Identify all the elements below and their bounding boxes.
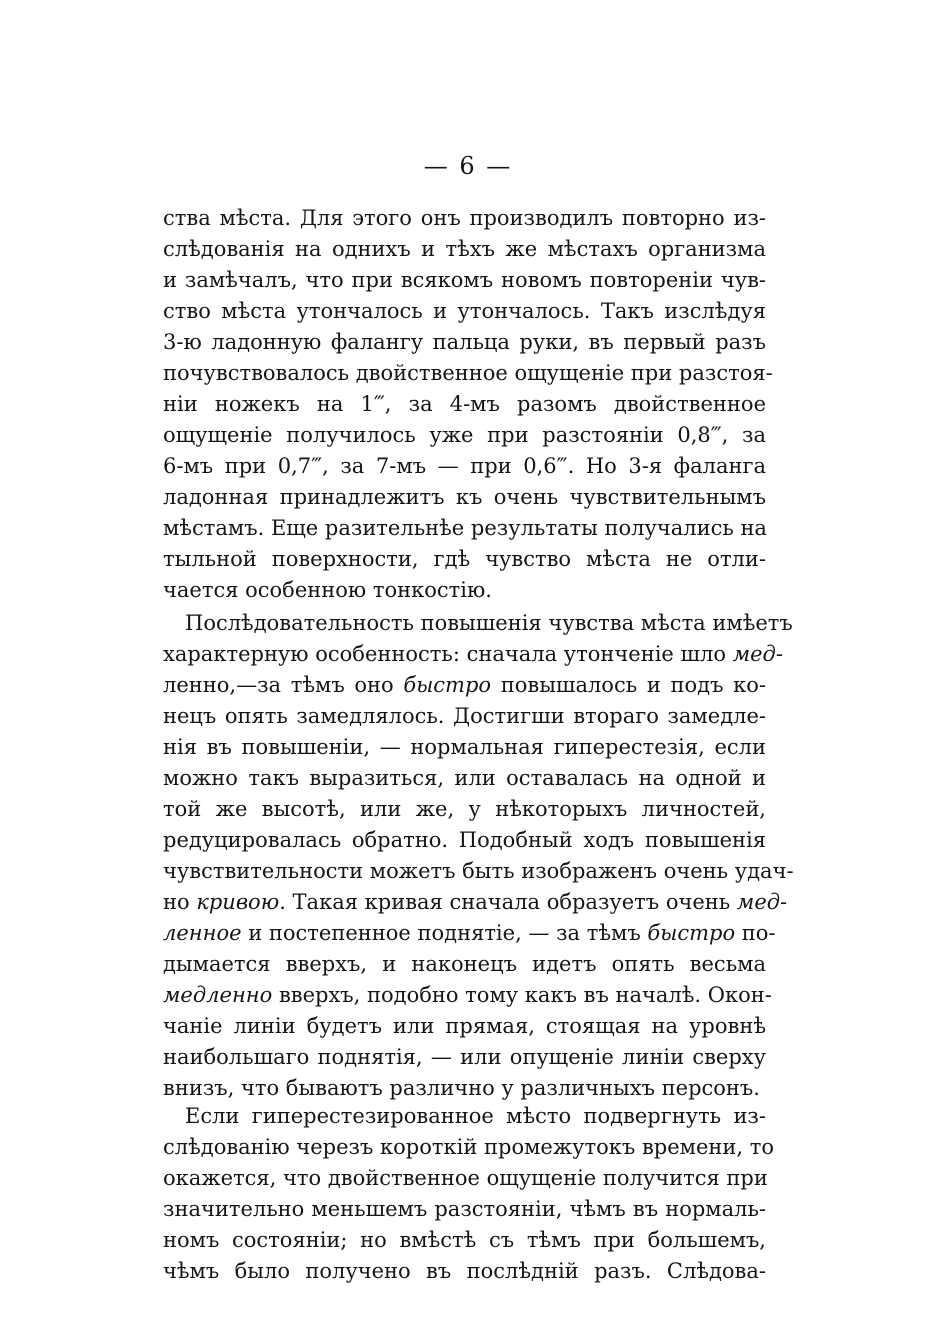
text-line: номъ состояніи; но вмѣстѣ съ тѣмъ при большемъ,: [163, 1228, 766, 1252]
text-line: слѣдованію черезъ короткій промежутокъ времени, то: [163, 1135, 775, 1159]
text-line: ленное и постепенное поднятіе, — за тѣмъ быстро по-: [163, 921, 776, 945]
text-line: слѣдованія на однихъ и тѣхъ же мѣстахъ организма: [163, 237, 766, 261]
text-line: и замѣчалъ, что при всякомъ новомъ повтореніи чув-: [163, 268, 766, 292]
text-line: 3-ю ладонную фалангу пальца руки, въ первый разъ: [163, 330, 766, 354]
text-line: характерную особенность: сначала утонченіе шло мед-: [163, 642, 783, 666]
text-line: той же высотѣ, или же, у нѣкоторыхъ личностей,: [163, 797, 766, 821]
text-line: ство мѣста утончалось и утончалось. Такъ изслѣдуя: [163, 299, 766, 323]
text-line: редуцировалась обратно. Подобный ходъ повышенія: [163, 828, 766, 852]
paragraph-1: [163, 203, 773, 606]
text-line: медленно вверхъ, подобно тому какъ въ началѣ. Окон-: [163, 983, 772, 1007]
text-line: дымается вверхъ, и наконецъ идетъ опять весьма: [163, 952, 766, 976]
text-line: наибольшаго поднятія, — или опущеніе линіи сверху: [163, 1045, 766, 1069]
text-line: ленно,—за тѣмъ оно быстро повышалось и подъ ко-: [163, 673, 766, 697]
paragraph-3: [163, 1101, 775, 1287]
text-line: чается особенною тонкостію.: [163, 578, 492, 602]
text-line: 6-мъ при 0,7‴, за 7-мъ — при 0,6‴. Но 3-я фаланга: [163, 454, 766, 478]
text-line: Послѣдовательность повышенія чувства мѣста имѣетъ: [185, 611, 793, 635]
text-line: чаніе линіи будетъ или прямая, стоящая на уровнѣ: [163, 1014, 766, 1038]
text-line: тыльной поверхности, гдѣ чувство мѣста не отли-: [163, 547, 766, 571]
text-line: чѣмъ было получено въ послѣдній разъ. Слѣдова-: [163, 1259, 766, 1283]
text-line: ощущеніе получилось уже при разстояніи 0,8‴, за: [163, 423, 766, 447]
text-line: окажется, что двойственное ощущеніе получится при: [163, 1166, 768, 1190]
text-line: ніи ножекъ на 1‴, за 4-мъ разомъ двойственное: [163, 392, 766, 416]
text-line: Если гиперестезированное мѣсто подвергнуть из-: [185, 1104, 766, 1128]
text-line: нецъ опять замедлялось. Достигши втораго замедле-: [163, 704, 766, 728]
text-line: нія въ повышеніи, — нормальная гиперестезія, если: [163, 735, 766, 759]
text-line: внизъ, что бываютъ различно у различныхъ персонъ.: [163, 1076, 760, 1100]
text-line: можно такъ выразиться, или оставалась на одной и: [163, 766, 766, 790]
page-number: — 6 —: [423, 152, 513, 180]
text-line: чувствительности можетъ быть изображенъ очень удач-: [163, 859, 794, 883]
text-line: ладонная принадлежитъ къ очень чувствительнымъ: [163, 485, 766, 509]
text-line: ства мѣста. Для этого онъ производилъ повторно из-: [163, 206, 766, 230]
text-line: мѣстамъ. Еще разительнѣе результаты получались на: [163, 516, 767, 540]
text-line: но кривою. Такая кривая сначала образуетъ очень мед-: [163, 890, 788, 914]
text-line: почувствовалось двойственное ощущеніе при разстоя-: [163, 361, 773, 385]
paragraph-2: [163, 608, 794, 1104]
text-line: значительно меньшемъ разстояніи, чѣмъ въ нормаль-: [163, 1197, 766, 1221]
